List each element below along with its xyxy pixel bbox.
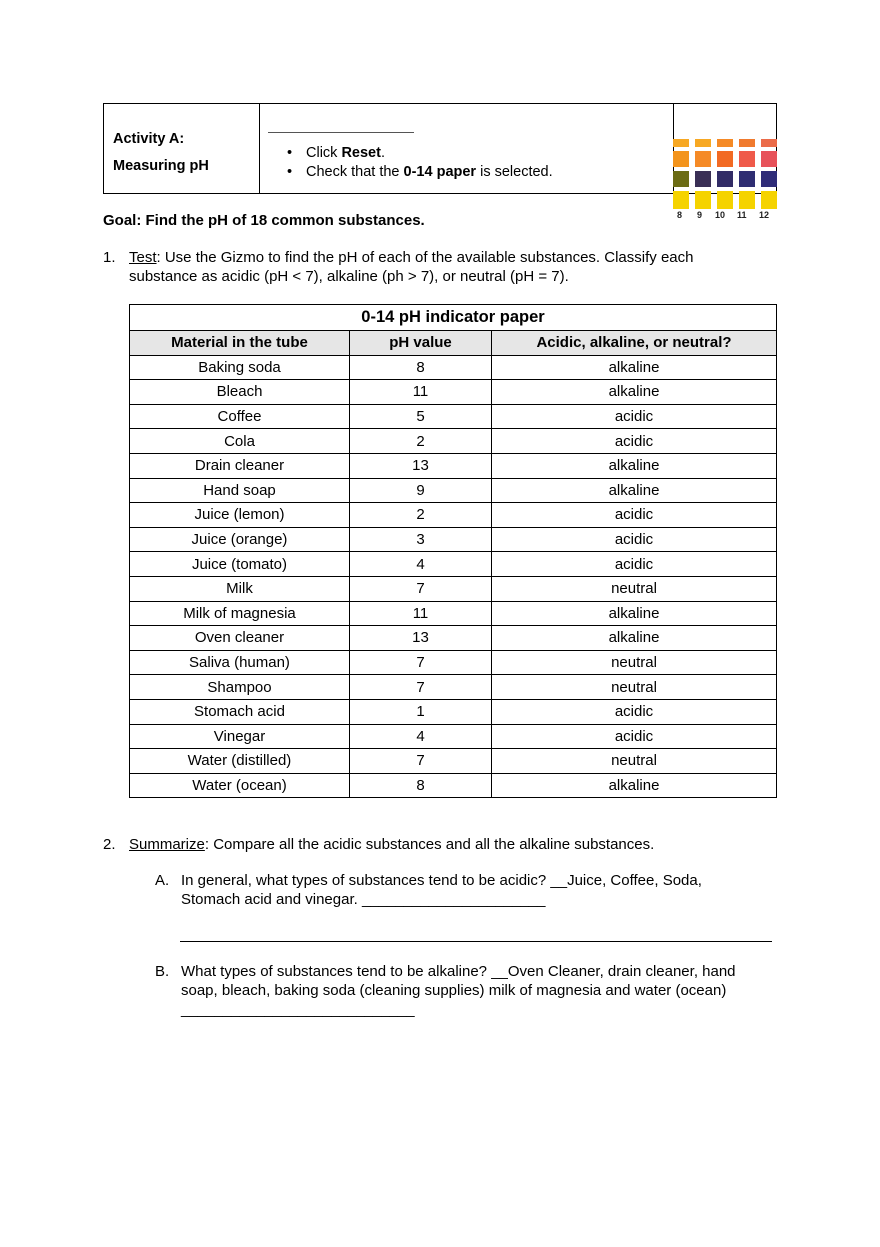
material-cell: Juice (tomato) — [130, 552, 350, 577]
activity-title: Activity A: — [113, 131, 185, 147]
classification-cell: neutral — [492, 749, 777, 774]
ph-color-swatch — [739, 171, 755, 187]
ph-color-column — [717, 137, 733, 209]
classification-cell: acidic — [492, 724, 777, 749]
subquestion-letter: B. — [155, 963, 170, 980]
step-item: • Check that the 0-14 paper is selected. — [287, 163, 553, 182]
classification-cell: alkaline — [492, 453, 777, 478]
ph-value-cell: 3 — [350, 527, 492, 552]
subquestion-text: What types of substances tend to be alkaline? __Oven Cleaner, drain cleaner, hand soap, bleach, baking soda (cleaning supplies) milk of magnesia and water (ocean) ____________________________ — [181, 963, 736, 1018]
ph-scale-numbers — [673, 210, 777, 224]
table-row — [130, 380, 777, 405]
ph-value-cell: 11 — [350, 380, 492, 405]
question-2b — [155, 962, 775, 1019]
material-cell: Coffee — [130, 404, 350, 429]
ph-color-swatch — [673, 151, 689, 167]
classification-cell: neutral — [492, 675, 777, 700]
ph-color-swatch — [761, 151, 777, 167]
ph-value-cell: 13 — [350, 453, 492, 478]
ph-color-swatch — [673, 171, 689, 187]
ph-scale-number: 8 — [677, 210, 683, 220]
ph-value-cell: 7 — [350, 576, 492, 601]
ph-table — [129, 304, 777, 798]
ph-color-swatch — [761, 139, 777, 147]
material-cell: Baking soda — [130, 355, 350, 380]
ph-value-cell: 2 — [350, 429, 492, 454]
table-row — [130, 576, 777, 601]
table-row — [130, 404, 777, 429]
ph-color-swatch — [739, 139, 755, 147]
column-header: Material in the tube — [130, 331, 350, 356]
ph-color-swatch — [717, 171, 733, 187]
material-cell: Hand soap — [130, 478, 350, 503]
classification-cell: alkaline — [492, 355, 777, 380]
table-row — [130, 429, 777, 454]
classification-cell: neutral — [492, 576, 777, 601]
material-cell: Juice (orange) — [130, 527, 350, 552]
ph-value-cell: 4 — [350, 552, 492, 577]
table-row — [130, 503, 777, 528]
ph-value-cell: 9 — [350, 478, 492, 503]
ph-color-column — [761, 137, 777, 209]
classification-cell: acidic — [492, 552, 777, 577]
table-row — [130, 355, 777, 380]
material-cell: Water (ocean) — [130, 773, 350, 798]
ph-value-cell: 11 — [350, 601, 492, 626]
ph-value-cell: 5 — [350, 404, 492, 429]
material-cell: Milk — [130, 576, 350, 601]
ph-value-cell: 1 — [350, 699, 492, 724]
question-number: 1. — [103, 249, 116, 266]
classification-cell: alkaline — [492, 626, 777, 651]
ph-color-swatch — [717, 139, 733, 147]
activity-subtitle: Measuring pH — [113, 158, 209, 174]
activity-steps — [260, 104, 674, 193]
classification-cell: alkaline — [492, 773, 777, 798]
classification-cell: alkaline — [492, 380, 777, 405]
material-cell: Vinegar — [130, 724, 350, 749]
question-2a — [155, 871, 755, 909]
material-cell: Milk of magnesia — [130, 601, 350, 626]
classification-cell: acidic — [492, 503, 777, 528]
table-row — [130, 699, 777, 724]
question-2 — [103, 835, 783, 854]
ph-scale-number: 9 — [697, 210, 703, 220]
ph-value-cell: 13 — [350, 626, 492, 651]
ph-value-cell: 8 — [350, 773, 492, 798]
ph-color-swatch — [695, 139, 711, 147]
classification-cell: alkaline — [492, 601, 777, 626]
ph-value-cell: 7 — [350, 650, 492, 675]
ph-color-column — [673, 137, 689, 209]
table-row — [130, 527, 777, 552]
answer-line — [180, 941, 772, 942]
ph-scale-number: 10 — [715, 210, 726, 220]
material-cell: Shampoo — [130, 675, 350, 700]
ph-color-swatch — [739, 191, 755, 209]
ph-value-cell: 4 — [350, 724, 492, 749]
table-row — [130, 773, 777, 798]
column-header: Acidic, alkaline, or neutral? — [492, 331, 777, 356]
activity-label — [104, 104, 260, 193]
question-1 — [103, 248, 753, 286]
ph-color-swatch — [673, 139, 689, 147]
ph-color-swatch — [695, 151, 711, 167]
question-label: Test — [129, 249, 157, 266]
ph-scale-number: 11 — [737, 210, 747, 220]
ph-color-swatch — [695, 171, 711, 187]
table-row — [130, 552, 777, 577]
ph-value-cell: 7 — [350, 749, 492, 774]
table-row — [130, 724, 777, 749]
material-cell: Bleach — [130, 380, 350, 405]
column-header: pH value — [350, 331, 492, 356]
step-item: • Click Reset. — [287, 144, 553, 163]
answer-line — [268, 132, 414, 133]
table-row — [130, 650, 777, 675]
subquestion-letter: A. — [155, 872, 170, 889]
ph-color-column — [739, 137, 755, 209]
ph-color-swatch — [717, 151, 733, 167]
material-cell: Juice (lemon) — [130, 503, 350, 528]
ph-color-swatch — [695, 191, 711, 209]
question-text: : Compare all the acidic substances and all the alkaline substances. — [204, 836, 655, 853]
question-text: : Use the Gizmo to find the pH of each of the available substances. Classify each substance as acidic (pH < 7), alkaline (ph > 7), or neutral (pH = 7). — [129, 249, 694, 285]
steps-list — [287, 144, 553, 182]
question-number: 2. — [103, 836, 116, 853]
ph-color-swatch — [761, 191, 777, 209]
material-cell: Cola — [130, 429, 350, 454]
ph-color-swatch — [717, 191, 733, 209]
material-cell: Drain cleaner — [130, 453, 350, 478]
table-row — [130, 453, 777, 478]
material-cell: Oven cleaner — [130, 626, 350, 651]
classification-cell: alkaline — [492, 478, 777, 503]
table-row — [130, 478, 777, 503]
ph-value-cell: 8 — [350, 355, 492, 380]
material-cell: Stomach acid — [130, 699, 350, 724]
ph-value-cell: 7 — [350, 675, 492, 700]
table-row — [130, 749, 777, 774]
goal-text: Goal: Find the pH of 18 common substances. — [103, 212, 425, 229]
subquestion-text: In general, what types of substances tend to be acidic? __Juice, Coffee, Soda, Stomach acid and vinegar. ______________________ — [181, 872, 702, 908]
ph-color-column — [695, 137, 711, 209]
material-cell: Saliva (human) — [130, 650, 350, 675]
classification-cell: acidic — [492, 699, 777, 724]
question-label: Summarize — [129, 836, 205, 853]
table-caption: 0-14 pH indicator paper — [130, 305, 777, 331]
table-row — [130, 601, 777, 626]
classification-cell: acidic — [492, 404, 777, 429]
ph-color-swatch — [761, 171, 777, 187]
classification-cell: neutral — [492, 650, 777, 675]
material-cell: Water (distilled) — [130, 749, 350, 774]
table-row — [130, 626, 777, 651]
ph-value-cell: 2 — [350, 503, 492, 528]
ph-color-swatch — [739, 151, 755, 167]
table-row — [130, 675, 777, 700]
classification-cell: acidic — [492, 527, 777, 552]
ph-scale-number: 12 — [759, 210, 770, 220]
ph-color-swatch — [673, 191, 689, 209]
ph-color-chart — [673, 137, 777, 209]
classification-cell: acidic — [492, 429, 777, 454]
